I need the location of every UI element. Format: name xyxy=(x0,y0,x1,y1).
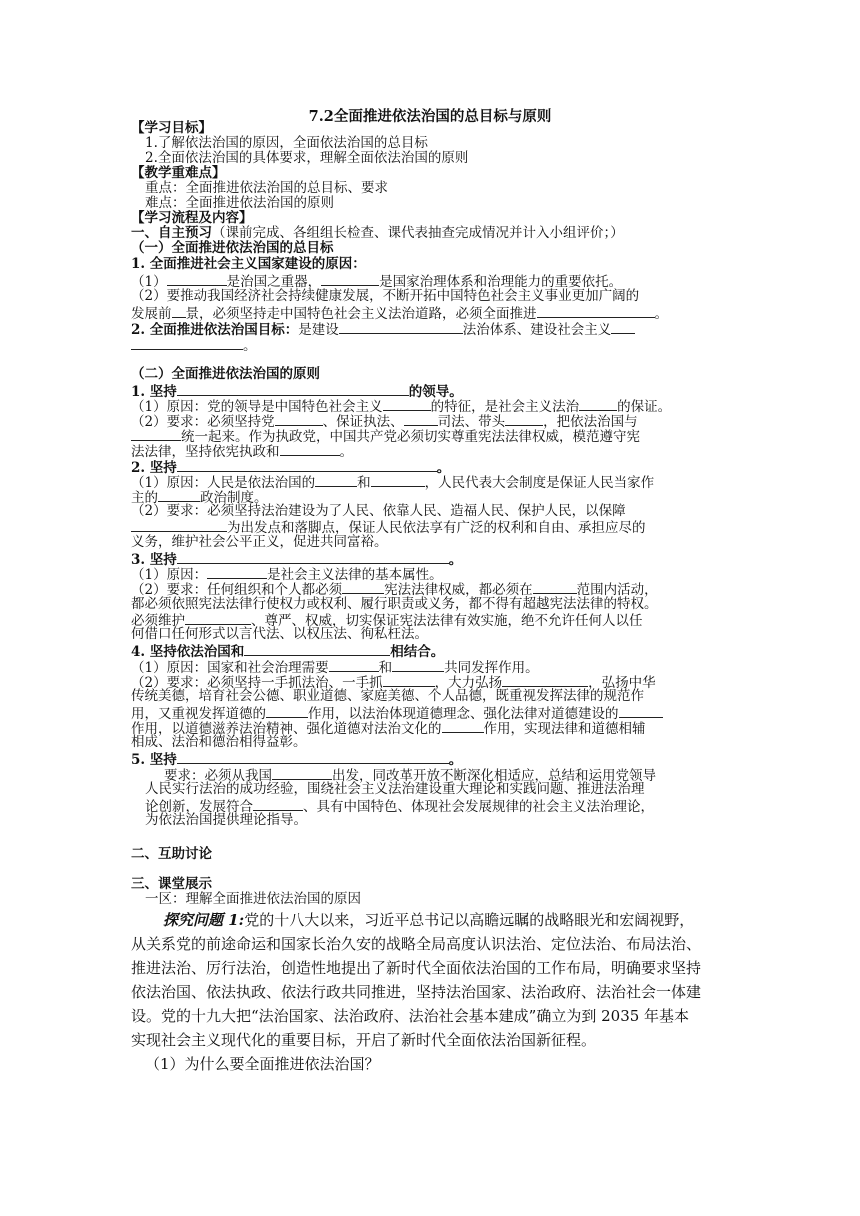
text-span: 法治体系、建设社会主义 xyxy=(462,322,612,338)
text-span: 发展前 xyxy=(131,306,172,322)
text-span: （1）原因：国家和社会治理需要 xyxy=(131,660,329,676)
text-line xyxy=(131,225,624,241)
text-span: 范围内活动， xyxy=(576,582,658,598)
text-line: 何借口任何形式以言代法、以权压法、徇私枉法。 xyxy=(131,626,428,642)
text-span: （1）原因：人民是依法治国的 xyxy=(131,475,316,491)
text-span: 党的十八大以来，习近平总书记以高瞻远瞩的战略眼光和宏阔视野， xyxy=(244,911,695,929)
text-span: 是社会主义法律的基本属性。 xyxy=(267,567,443,583)
fill-blank xyxy=(404,412,438,426)
text-span: 。 xyxy=(448,752,463,768)
document-title: 7.2全面推进依法治国的总目标与原则 xyxy=(308,108,552,125)
fill-blank xyxy=(275,412,323,426)
text-span: 1. 坚持 xyxy=(131,384,177,400)
fill-blank xyxy=(131,336,243,350)
text-span: 的保证。 xyxy=(617,399,672,415)
text-span: 。 xyxy=(339,444,353,460)
text-line: 推进法治、厉行法治，创造性地提出了新时代全面依法治国的工作布局，明确要求坚持 xyxy=(131,959,702,977)
text-span: ，人民代表大会制度是保证人民当家作 xyxy=(424,475,655,491)
text-span: （2）要求：必须坚持党 xyxy=(131,414,275,430)
text-span: （2）要求：必须坚持一手抓法治、一手抓 xyxy=(131,675,383,691)
text-line: 从关系党的前途命运和国家长治久安的战略全局高度认识法治、定位法治、布局法治、 xyxy=(131,935,702,953)
fill-blank xyxy=(579,397,617,411)
text-span: 、尊严、权威，切实保证宪法法律有效实施，绝不允许任何人以任 xyxy=(251,613,643,629)
text-span: （1）原因：党的领导是中国特色社会主义 xyxy=(131,399,383,415)
fill-blank xyxy=(315,473,357,487)
text-span: 景，必须坚持走中国特色社会主义法治道路，必须全面推进 xyxy=(185,306,537,322)
text-line: 实现社会主义现代化的重要目标，开启了新时代全面依法治国新征程。 xyxy=(131,1031,597,1049)
text-span: 主的 xyxy=(131,490,158,506)
text-line: 一区：理解全面推进依法治国的原因 xyxy=(145,891,361,907)
subsection-heading: （一）全面推进依法治国的总目标 xyxy=(131,240,334,256)
fill-blank xyxy=(611,320,635,334)
text-span: 5. 坚持 xyxy=(131,752,177,768)
fill-blank xyxy=(244,642,390,656)
fill-blank xyxy=(172,304,186,318)
text-span: 论创新，发展符合 xyxy=(145,799,253,815)
question-text: （1）为什么要全面推进依法治国？ xyxy=(145,1055,380,1073)
text-span: 政治制度。 xyxy=(200,490,268,506)
heading-key-points: 【教学重难点】 xyxy=(131,165,226,181)
text-span: ，大力弘扬 xyxy=(434,675,503,691)
fill-blank xyxy=(533,580,577,594)
text-span: 的领导。 xyxy=(408,384,463,400)
text-span: 的特征，是社会主义法治 xyxy=(430,399,580,415)
text-span: 要求：必须从我国 xyxy=(164,768,272,784)
text-span: （1）原因： xyxy=(131,567,208,583)
fill-blank xyxy=(131,518,227,532)
text-span: 作用，实现法律和道德相辅 xyxy=(483,721,646,737)
fill-blank xyxy=(177,550,449,564)
section-heading: 二、互助讨论 xyxy=(131,846,212,862)
fill-blank xyxy=(131,427,181,441)
item-heading: 2. 全面推进依法治国目标： xyxy=(131,322,299,338)
fill-blank xyxy=(383,397,431,411)
text-line: 设。党的十九大把“法治国家、法治政府、法治社会基本建成”确立为到 2035 年基本 xyxy=(131,1007,690,1025)
text-line: 重点：全面推进依法治国的总目标、要求 xyxy=(145,180,388,196)
fill-blank xyxy=(207,565,267,579)
text-line: 1.了解依法治国的原因，全面依法治国的总目标 xyxy=(145,135,428,151)
text-span: 用，又重视发挥道德的 xyxy=(131,706,266,722)
text-span: 相结合。 xyxy=(390,644,445,660)
fill-blank xyxy=(383,673,435,687)
text-span: 出发，同改革开放不断深化相适应，总结和运用党领导 xyxy=(332,768,656,784)
text-span: 为出发点和落脚点，保证人民依法享有广泛的权利和自由、承担应尽的 xyxy=(227,520,646,536)
fill-blank xyxy=(392,658,444,672)
text-line: 依法治国、依法执政、依法行政共同推进，坚持法治国家、法治政府、法治社会一体建 xyxy=(131,983,702,1001)
text-span: 统一起来。作为执政党，中国共产党必须切实尊重宪法法律权威，模范遵守宪 xyxy=(181,429,640,445)
text-span: 。 xyxy=(654,306,668,322)
text-line xyxy=(163,908,694,932)
section-heading: 三、课堂展示 xyxy=(131,876,212,892)
text-span: 2. 坚持 xyxy=(131,460,177,476)
fill-blank xyxy=(537,304,655,318)
fill-blank xyxy=(339,320,463,334)
text-span: 宪法法律权威，都必须在 xyxy=(384,582,533,598)
section-heading: 一、自主预习 xyxy=(131,225,212,241)
fill-blank xyxy=(177,458,437,472)
text-line: （2）要推动我国经济社会持续健康发展，不断开拓中国特色社会主义事业更加广阔的 xyxy=(131,288,640,304)
fill-blank xyxy=(177,750,449,764)
text-span: 4. 坚持依法治国和 xyxy=(131,644,245,660)
text-span: 法法律，坚持依宪执政和 xyxy=(131,444,280,460)
fill-blank xyxy=(619,704,663,718)
fill-blank xyxy=(342,580,384,594)
text-span: 和 xyxy=(357,475,371,491)
text-span: 、保证执法、 xyxy=(322,414,404,430)
text-line: 难点：全面推进依法治国的原则 xyxy=(145,195,334,211)
text-span: 、具有中国特色、体现社会发展规律的社会主义法治理论， xyxy=(303,799,654,815)
text-span: （2）要求：任何组织和个人都必须 xyxy=(131,582,343,598)
fill-blank xyxy=(158,488,200,502)
fill-blank xyxy=(329,658,379,672)
fill-blank xyxy=(185,611,251,625)
text-line: 2.全面依法治国的具体要求，理解全面依法治国的原则 xyxy=(145,150,469,166)
fill-blank xyxy=(177,382,409,396)
subsection-heading: （二）全面推进依法治国的原则 xyxy=(131,366,320,382)
text-span: ，把依法治国与 xyxy=(543,414,638,430)
text-line: 义务，维护社会公平正义，促进共同富裕。 xyxy=(131,534,388,550)
fill-blank xyxy=(266,704,308,718)
text-span: 。 xyxy=(448,552,463,568)
text-span: 作用，以道德滋养法治精神、强化道德对法治文化的 xyxy=(131,721,442,737)
fill-blank xyxy=(442,719,484,733)
fill-blank xyxy=(280,442,340,456)
heading-objectives: 【学习目标】 xyxy=(131,120,212,136)
item-heading: 1. 全面推进社会主义国家建设的原因： xyxy=(131,256,366,272)
text-span: 必须维护 xyxy=(131,613,185,629)
text-span: 司法、带头 xyxy=(437,414,506,430)
text-span: （课前完成、各组组长检查、课代表抽查完成情况并计入小组评价；） xyxy=(212,225,624,241)
text-line: 都必须依照宪法法律行使权力或权利、履行职责或义务，都不得有超越宪法法律的特权。 xyxy=(131,596,658,612)
text-span: （1） xyxy=(131,274,167,290)
text-span: 是建设 xyxy=(298,322,339,338)
fill-blank xyxy=(253,797,303,811)
text-line: 传统美德，培育社会公德、职业道德、家庭美德、个人品德，既重视发挥法律的规范作 xyxy=(131,688,644,704)
text-line xyxy=(131,336,257,354)
text-span: ，弘扬中华 xyxy=(588,675,656,691)
text-span: 。 xyxy=(243,338,257,354)
fill-blank xyxy=(505,412,543,426)
fill-blank xyxy=(321,272,379,286)
fill-blank xyxy=(272,766,332,780)
text-line: （2）要求：必须坚持法治建设为了人民、依靠人民、造福人民、保护人民，以保障 xyxy=(131,503,626,519)
question-label: 探究问题 1: xyxy=(163,911,245,929)
text-line: 人民实行法治的成功经验，围绕社会主义法治建设重大理论和实践问题、推进法治理 xyxy=(145,781,645,797)
text-span: 是治国之重器， xyxy=(226,274,322,290)
heading-process: 【学习流程及内容】 xyxy=(131,210,253,226)
text-span: 和 xyxy=(378,660,393,676)
text-span: 共同发挥作用。 xyxy=(444,660,539,676)
fill-blank xyxy=(502,673,588,687)
text-span: 3. 坚持 xyxy=(131,552,177,568)
text-line: 相成、法治和德治相得益彰。 xyxy=(131,734,307,750)
text-span: 。 xyxy=(436,460,451,476)
fill-blank xyxy=(167,272,227,286)
fill-blank xyxy=(371,473,425,487)
text-line: 为依法治国提供理论指导。 xyxy=(145,812,307,828)
text-span: 作用，以法治体现道德理念、强化法律对道德建设的 xyxy=(308,706,619,722)
text-span: 是国家治理体系和治理能力的重要依托。 xyxy=(379,274,623,290)
